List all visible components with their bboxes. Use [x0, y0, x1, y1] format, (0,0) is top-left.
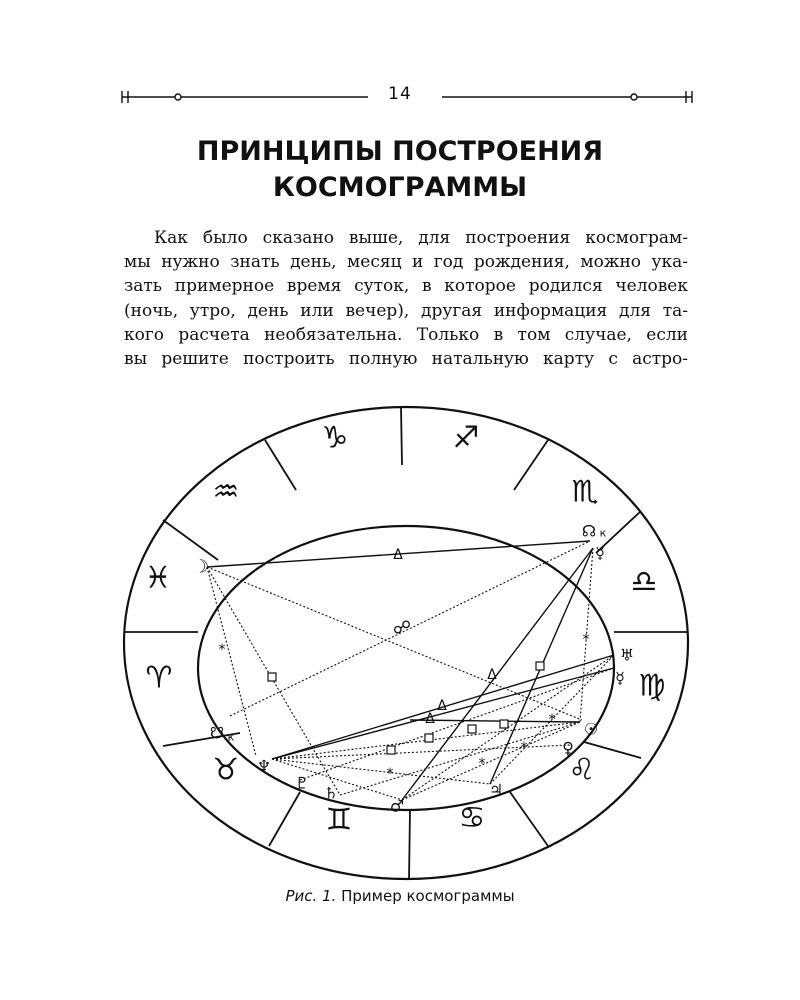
- mercury-icon: ☿: [615, 668, 625, 688]
- cancer-icon: ♋: [458, 800, 486, 836]
- figure-caption: [0, 887, 800, 905]
- saturn-icon: ♄: [323, 783, 339, 803]
- trine-mark: Δ: [437, 698, 447, 714]
- scorpio-icon: ♏: [571, 474, 599, 510]
- pluto-icon: ♇: [294, 773, 310, 793]
- page-number: 14: [388, 84, 412, 104]
- uranus-icon: ♅: [619, 645, 635, 665]
- sagittarius-icon: ♐: [452, 420, 480, 456]
- paragraph-line: (ночь, утро, день или вечер), другая информация для та-: [124, 300, 688, 321]
- trine-mark: Δ: [487, 667, 497, 683]
- title-line-1: ПРИНЦИПЫ ПОСТРОЕНИЯ: [196, 136, 604, 167]
- sextile-mark: *: [478, 756, 486, 772]
- paragraph-line: мы нужно знать день, месяц и год рождения, можно ука-: [124, 252, 688, 273]
- sextile-mark: *: [520, 740, 528, 756]
- trine-mark: Δ: [425, 711, 435, 727]
- square-mark: [500, 720, 508, 728]
- north-node-k-label: к: [599, 526, 607, 540]
- square-mark: [268, 673, 276, 681]
- square-mark: [468, 725, 476, 733]
- aries-icon: ♈: [145, 660, 173, 696]
- outer-ring: [124, 407, 688, 879]
- mercury-top-icon: ☿: [595, 543, 605, 563]
- pisces-icon: ♓: [144, 560, 172, 596]
- sextile-mark: *: [582, 632, 590, 648]
- trine-mark: Δ: [393, 547, 403, 563]
- title-line-2: КОСМОГРАММЫ: [272, 172, 528, 203]
- sextile-mark: *: [218, 642, 226, 658]
- virgo-icon: ♍: [638, 668, 666, 704]
- aquarius-icon: ♒: [212, 474, 240, 510]
- paragraph-line: зать примерное время суток, в которое родился человек: [124, 276, 688, 297]
- square-mark: [536, 662, 544, 670]
- taurus-icon: ♉: [212, 752, 240, 788]
- caption-label: Рис. 1.: [285, 887, 337, 905]
- sextile-mark: *: [548, 712, 556, 728]
- jupiter-icon: ♃: [488, 780, 504, 800]
- paragraph-line: кого расчета необязательна. Только в том случае, если: [124, 324, 688, 345]
- caption-text: Пример космограммы: [341, 887, 515, 905]
- leo-icon: ♌: [568, 752, 596, 788]
- page-title: [100, 134, 700, 206]
- neptune-icon: ♆: [256, 756, 272, 776]
- sun-icon: ☉: [583, 719, 599, 739]
- body-paragraph: [124, 226, 688, 371]
- paragraph-line: Как было сказано выше, для построения космограм-: [154, 228, 688, 248]
- opposition-mark: ☍: [392, 617, 412, 639]
- south-node-icon: ☋: [209, 723, 225, 743]
- south-node-k-label: к: [227, 730, 235, 744]
- cosmogram-figure: [0, 385, 800, 885]
- gemini-icon: ♊: [325, 802, 353, 838]
- venus-icon: ♀: [562, 738, 574, 758]
- paragraph-line: вы решите построить полную натальную карту с астро-: [124, 349, 688, 370]
- square-mark: [387, 746, 395, 754]
- libra-icon: ♎: [630, 564, 658, 600]
- mars-icon: ♂: [389, 796, 405, 816]
- square-mark: [425, 734, 433, 742]
- moon-icon: ☽: [192, 556, 210, 578]
- sextile-mark: *: [386, 766, 394, 782]
- capricorn-icon: ♑: [321, 420, 349, 456]
- north-node-icon: ☊: [581, 521, 597, 541]
